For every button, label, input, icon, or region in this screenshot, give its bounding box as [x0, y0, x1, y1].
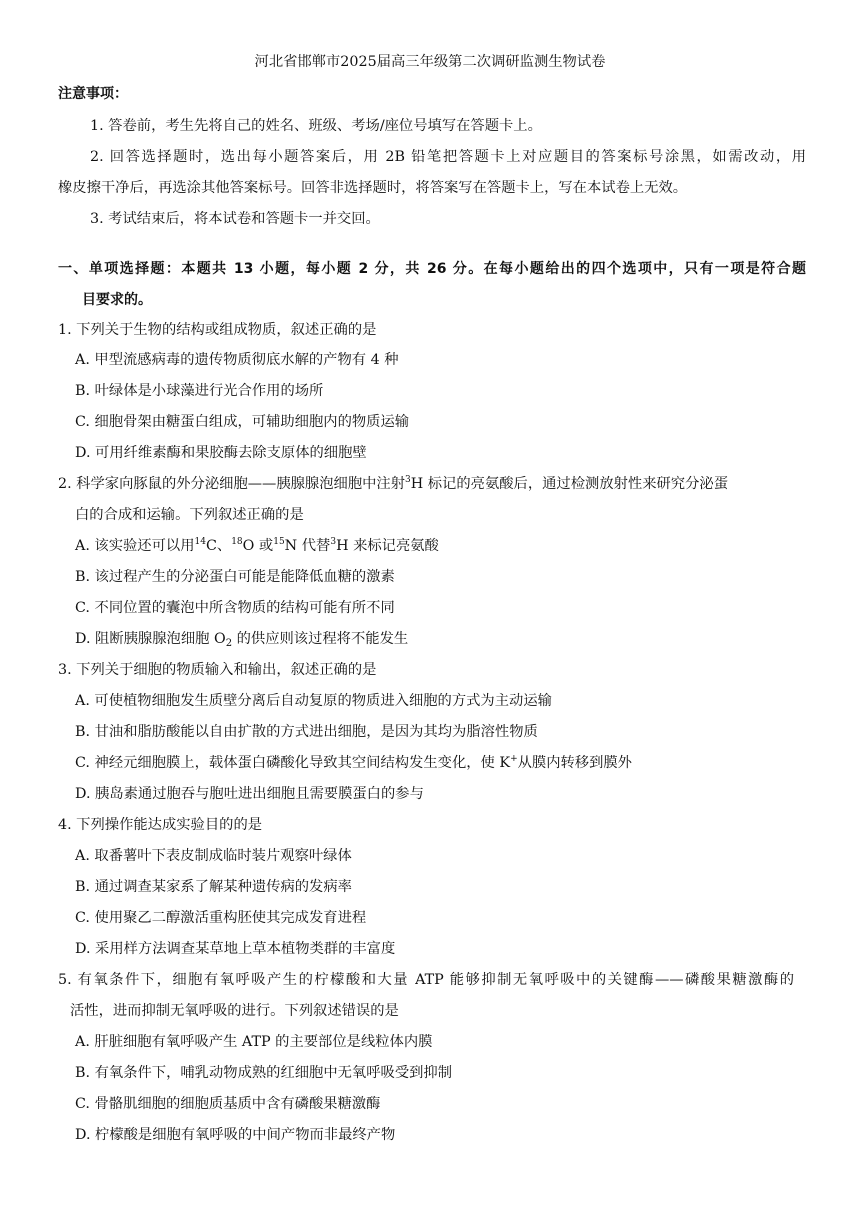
- question-1-option-b: B. 叶绿体是小球藻进行光合作用的场所: [75, 383, 324, 399]
- question-3-option-c: C. 神经元细胞膜上，载体蛋白磷酸化导致其空间结构发生变化，使 K+从膜内转移到膜外: [75, 754, 632, 771]
- question-3-option-a: A. 可使植物细胞发生质壁分离后自动复原的物质进入细胞的方式为主动运输: [75, 693, 552, 709]
- question-2-option-b: B. 该过程产生的分泌蛋白可能是能降低血糖的激素: [75, 569, 395, 585]
- question-5-stem-cont: 活性，进而抑制无氧呼吸的进行。下列叙述错误的是: [70, 1003, 399, 1019]
- question-1-option-c: C. 细胞骨架由糖蛋白组成，可辅助细胞内的物质运输: [75, 414, 410, 430]
- notice-item-1: 1. 答卷前，考生先将自己的姓名、班级、考场/座位号填写在答题卡上。: [90, 118, 542, 134]
- question-5-option-a: A. 肝脏细胞有氧呼吸产生 ATP 的主要部位是线粒体内膜: [75, 1034, 433, 1050]
- question-2-option-a: A. 该实验还可以用$^{14}$C、$^{18}$O 或$^{15}$N 代替$^3$H 来标记亮氨酸: [75, 537, 439, 554]
- question-4-option-d: D. 采用样方法调查某草地上草本植物类群的丰富度: [75, 941, 396, 957]
- question-3-stem: 3. 下列关于细胞的物质输入和输出，叙述正确的是: [58, 662, 377, 678]
- question-2-option-d: D. 阻断胰腺腺泡细胞 $O_2$ 的供应则该过程将不能发生: [75, 631, 409, 649]
- notice-item-2-cont: 橡皮擦干净后，再选涂其他答案标号。回答非选择题时，将答案写在答题卡上，写在本试卷上无效。: [58, 180, 688, 196]
- section-heading: 一、单项选择题：本题共 13 小题，每小题 2 分，共 26 分。在每小题给出的四个选项中，只有一项是符合题: [58, 261, 806, 277]
- question-5-option-c: C. 骨骼肌细胞的细胞质基质中含有磷酸果糖激酶: [75, 1096, 381, 1112]
- question-3-option-d: D. 胰岛素通过胞吞与胞吐进出细胞且需要膜蛋白的参与: [75, 786, 424, 802]
- question-2-stem: 2. 科学家向豚鼠的外分泌细胞——胰腺腺泡细胞中注射$^3$H 标记的亮氨酸后，通过检测放射性来研究分泌蛋: [58, 475, 728, 492]
- question-1-option-a: A. 甲型流感病毒的遗传物质彻底水解的产物有 4 种: [75, 352, 399, 368]
- section-heading-cont: 目要求的。: [82, 292, 152, 308]
- notice-item-2: 2. 回答选择题时，选出每小题答案后，用 2B 铅笔把答题卡上对应题目的答案标号涂黑，如需改动，用: [90, 149, 806, 165]
- question-2-option-c: C. 不同位置的囊泡中所含物质的结构可能有所不同: [75, 600, 395, 616]
- question-3-option-b: B. 甘油和脂肪酸能以自由扩散的方式进出细胞，是因为其均为脂溶性物质: [75, 724, 538, 740]
- question-4-option-c: C. 使用聚乙二醇激活重构胚使其完成发育进程: [75, 910, 367, 926]
- question-2-stem-cont: 白的合成和运输。下列叙述正确的是: [75, 507, 304, 523]
- question-5-option-d: D. 柠檬酸是细胞有氧呼吸的中间产物而非最终产物: [75, 1127, 396, 1143]
- question-4-stem: 4. 下列操作能达成实验目的的是: [58, 817, 263, 833]
- notice-item-3: 3. 考试结束后，将本试卷和答题卡一并交回。: [90, 211, 380, 227]
- question-4-option-b: B. 通过调查某家系了解某种遗传病的发病率: [75, 879, 352, 895]
- question-5-stem: 5. 有氧条件下，细胞有氧呼吸产生的柠檬酸和大量 ATP 能够抑制无氧呼吸中的关键酶——磷酸果糖激酶的: [58, 972, 794, 988]
- notice-heading: 注意事项：: [58, 86, 128, 102]
- question-4-option-a: A. 取番薯叶下表皮制成临时装片观察叶绿体: [75, 848, 352, 864]
- question-1-stem: 1. 下列关于生物的结构或组成物质，叙述正确的是: [58, 322, 377, 338]
- question-5-option-b: B. 有氧条件下，哺乳动物成熟的红细胞中无氧呼吸受到抑制: [75, 1065, 453, 1081]
- question-1-option-d: D. 可用纤维素酶和果胶酶去除支原体的细胞壁: [75, 445, 367, 461]
- page-title: 河北省邯郸市2025届高三年级第二次调研监测生物试卷: [254, 54, 606, 70]
